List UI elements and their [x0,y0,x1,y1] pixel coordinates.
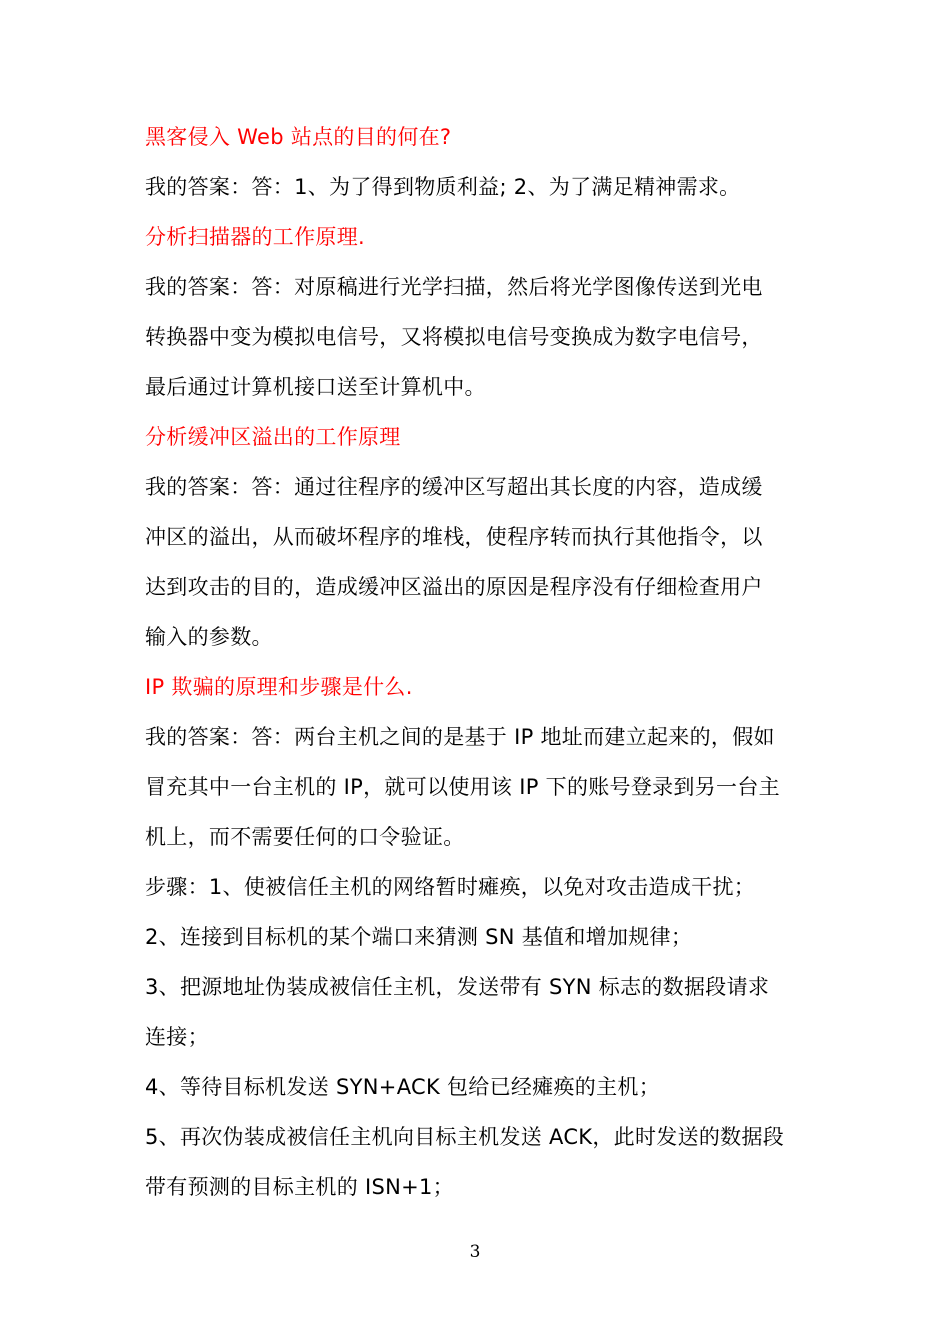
step-text: 2、连接到目标机的某个端口来猜测 SN 基值和增加规律； [145,925,693,949]
answer-text: 我的答案：答：两台主机之间的是基于 IP 地址而建立起来的，假如 [145,725,775,749]
answer-text: 冒充其中一台主机的 IP，就可以使用该 IP 下的账号登录到另一台主 [145,775,780,799]
answer-text: 输入的参数。 [145,625,273,649]
step-text: 连接； [145,1025,209,1049]
step-text: 3、把源地址伪装成被信任主机，发送带有 SYN 标志的数据段请求 [145,975,770,999]
step-text: 4、等待目标机发送 SYN+ACK 包给已经瘫痪的主机； [145,1075,661,1099]
answer-text: 我的答案：答：对原稿进行光学扫描，然后将光学图像传送到光电 [145,275,763,299]
question-heading: 分析扫描器的工作原理. [145,225,365,249]
step-text: 带有预测的目标主机的 ISN+1； [145,1175,454,1199]
answer-text: 我的答案：答：通过往程序的缓冲区写超出其长度的内容，造成缓 [145,475,763,499]
step-text: 5、再次伪装成被信任主机向目标主机发送 ACK，此时发送的数据段 [145,1125,785,1149]
document-body [145,112,825,1212]
answer-text: 冲区的溢出，从而破坏程序的堆栈，使程序转而执行其他指令，以 [145,525,763,549]
answer-text: 最后通过计算机接口送至计算机中。 [145,375,486,399]
question-heading: 分析缓冲区溢出的工作原理 [145,425,401,449]
question-heading: IP 欺骗的原理和步骤是什么. [145,675,413,699]
page-number: 3 [469,1242,481,1262]
answer-text: 机上，而不需要任何的口令验证。 [145,825,465,849]
answer-text: 我的答案：答：1、为了得到物质利益; 2、为了满足精神需求。 [145,175,741,199]
answer-text: 达到攻击的目的，造成缓冲区溢出的原因是程序没有仔细检查用户 [145,575,763,599]
question-heading: 黑客侵入 Web 站点的目的何在? [145,125,452,149]
step-text: 步骤：1、使被信任主机的网络暂时瘫痪，以免对攻击造成干扰； [145,875,756,899]
answer-text: 转换器中变为模拟电信号，又将模拟电信号变换成为数字电信号， [145,325,763,349]
